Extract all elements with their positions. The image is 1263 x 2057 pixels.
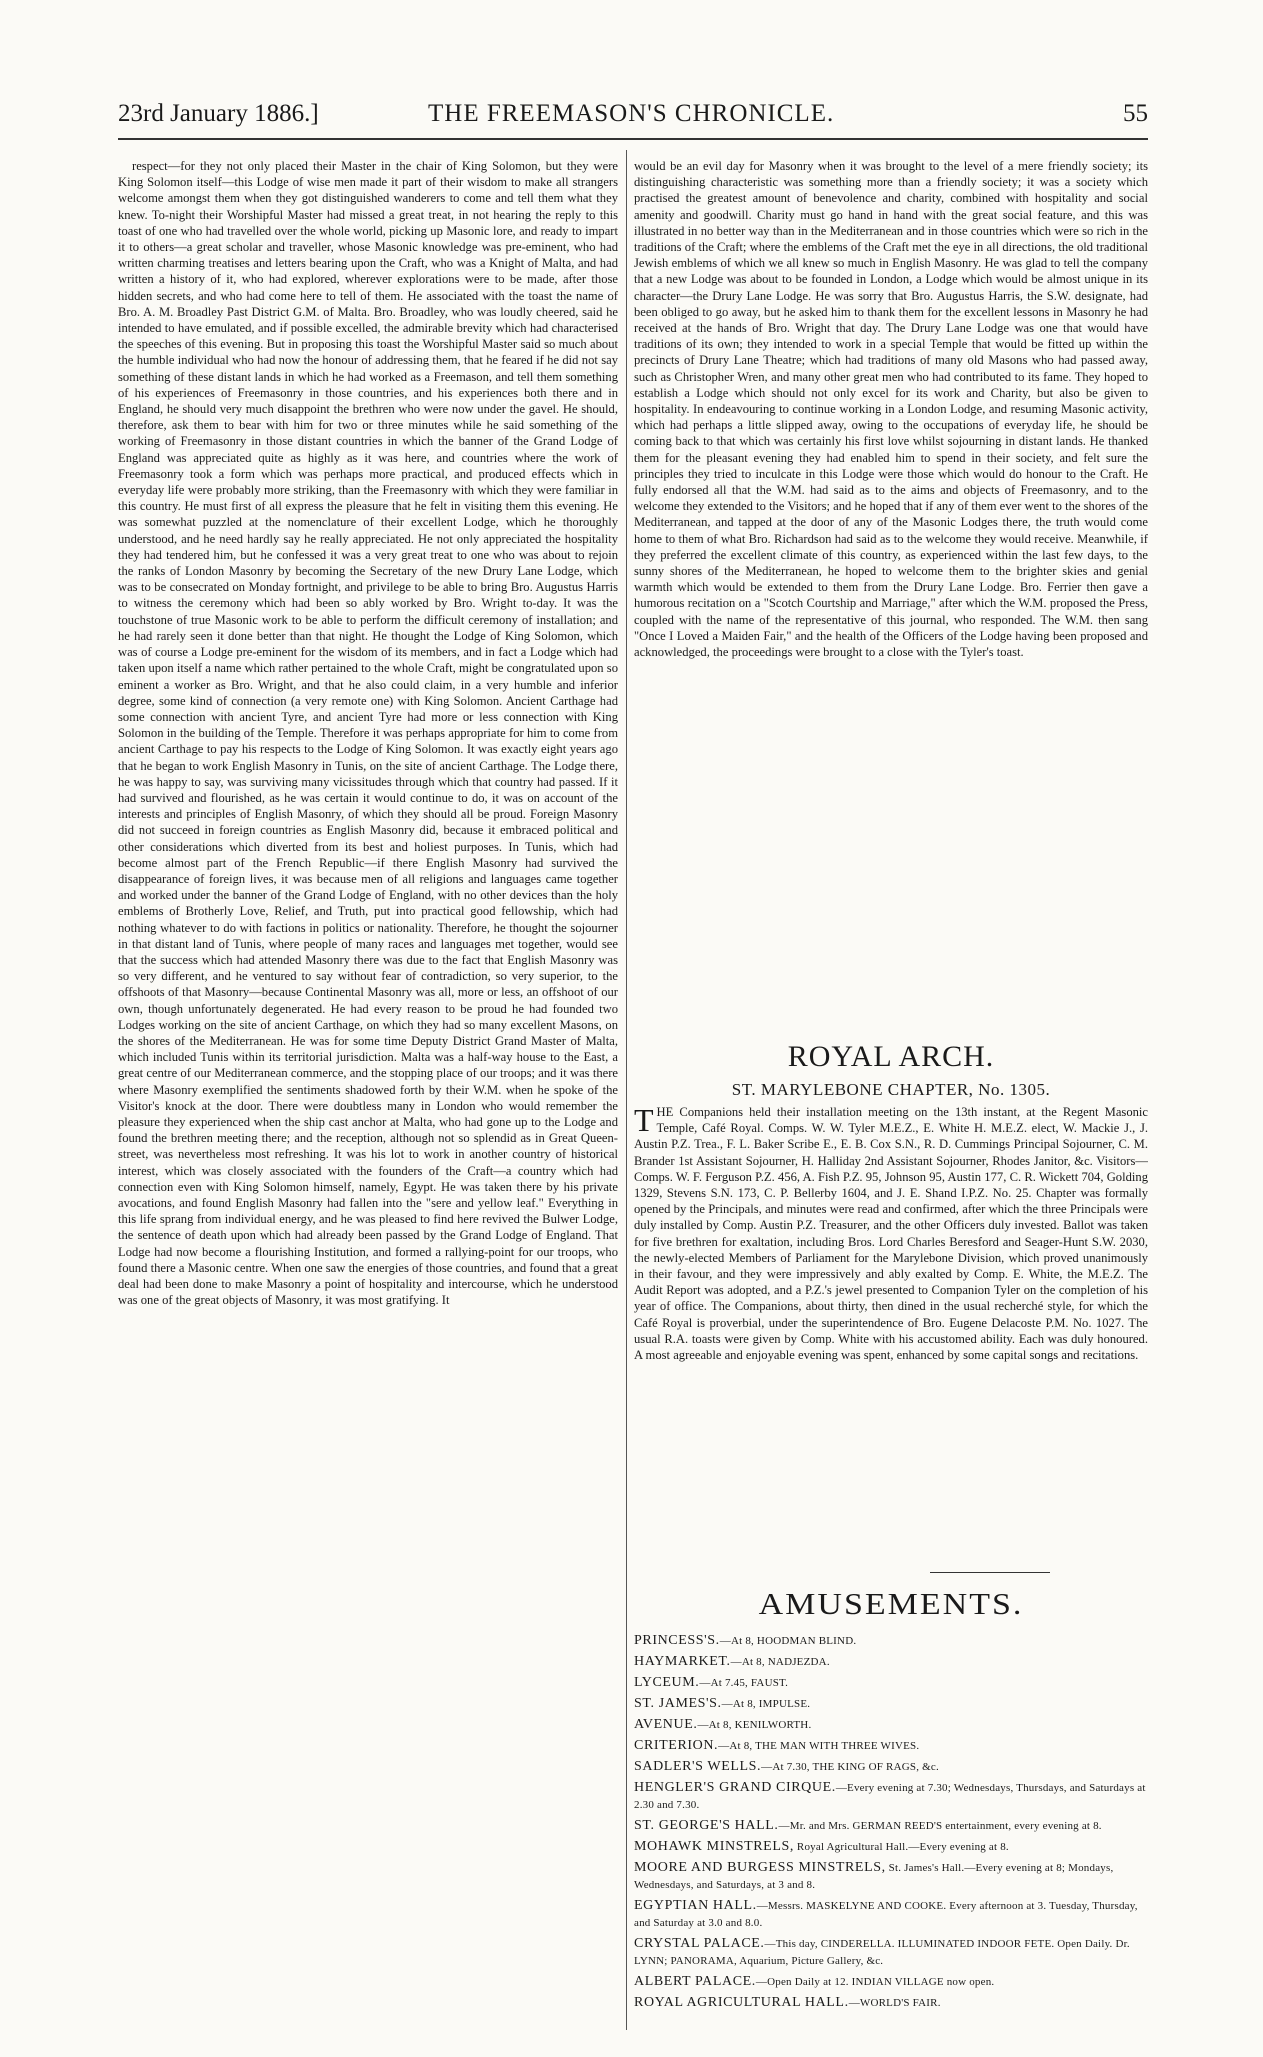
amusement-item: EGYPTIAN HALL.—Messrs. MASKELYNE AND COOKE. Every afternoon at 3. Tuesday, Thursday, and Saturday at 3.0 and 8.0. (634, 1898, 1138, 1929)
amusement-item: MOHAWK MINSTRELS, Royal Agricultural Hall.—Every evening at 8. (634, 1839, 1009, 1854)
amusements-heading: AMUSEMENTS. (758, 1587, 1024, 1622)
royal-arch-body: HE Companions held their installation meeting on the 13th instant, at the Regent Masonic Temple, Café Royal. Comps. W. W. Tyler M.E.Z., E. White H. M.E.Z. elect, W. Mackie J., J. Austin P.Z. Trea., F. L. Baker Scribe E., E. B. Cox S.N., R. D. Cummings Principal Sojourner, C. M. Brander 1st Assistant Sojourner, H. Halliday 2nd Assistant Sojourner, Rhodes Janitor, &c. Visitors—Comps. W. F. Ferguson P.Z. 456, A. Fish P.Z. 95, Johnson 95, Austin 177, C. R. Wickett 704, Golding 1329, Stevens S.N. 173, C. P. Bellerby 1604, and J. E. Shand I.P.Z. No. 25. Chapter was formally opened by the Principals, and minutes were read and confirmed, after which the three Principals were duly installed by Comp. Austin P.Z. Treasurer, and the other Officers duly invested. Ballot was taken for five brethren for exaltation, including Bros. Lord Charles Beresford and Seager-Hunt S.W. 2030, the newly-elected Members of Parliament for the Marylebone Division, which proved unanimously in their favour, and they were impressively and ably exalted by Comp. E. White, the M.E.Z. The Audit Report was adopted, and a P.Z.'s jewel presented to Companion Tyler on the completion of his year of office. The Companions, about thirty, then dined in the usual recherché style, for which the Café Royal is proverbial, under the superintendence of Bro. Eugene Delacoste P.M. No. 1027. The usual R.A. toasts were given by Comp. White with his accustomed ability. Each was duly honoured. A most agreeable and enjoyable evening was spent, enhanced by some capital songs and recitations. (634, 1105, 1148, 1363)
header-rule (118, 138, 1148, 140)
page-number: 55 (1123, 100, 1148, 127)
amusement-item: ST. GEORGE'S HALL.—Mr. and Mrs. GERMAN REED'S entertainment, every evening at 8. (634, 1818, 1102, 1833)
amusement-item: MOORE AND BURGESS MINSTRELS, St. James's Hall.—Every evening at 8; Mondays, Wednesdays, and Saturdays, at 3 and 8. (634, 1860, 1114, 1891)
masthead-title: THE FREEMASON'S CHRONICLE. (428, 100, 835, 127)
royal-arch-heading: ROYAL ARCH. (787, 1040, 995, 1073)
section-divider (930, 1572, 1050, 1573)
column-divider (626, 150, 627, 2030)
drop-cap: T (634, 1104, 654, 1138)
left-column-paragraph: respect—for they not only placed their Master in the chair of King Solomon, but they were King Solomon itself—this Lodge of wise men made it part of their wisdom to make all strangers welcome amongst them when they got distinguished wanderers to come and tell them what they knew. To-night their Worshipful Master had missed a great treat, in not hearing the reply to this toast of one who had travelled over the whole world, picking up Masonic lore, and ready to impart it to others—a great scholar and traveller, whose Masonic knowledge was pre-eminent, who had written charming treatises and letters bearing upon the Craft, who was a Knight of Malta, and had written a history of it, who had explored, wherever explorations were to be made, after those hidden secrets, and who had come here to tell of them. He associated with the toast the name of Bro. A. M. Broadley Past District G.M. of Malta. Bro. Broadley, who was loudly cheered, said he intended to have emulated, and if possible excelled, the admirable brevity which had characterised the speeches of this evening. But in proposing this toast the Worshipful Master said so much about the humble individual who had now the honour of addressing them, that he feared if he did not say something of these distant lands in which he had worked as a Freemason, and tell them something of his experiences of Freemasonry in those countries, and his experiences both there and in England, he should very much disappoint the brethren who were now under the gavel. He should, therefore, ask them to bear with him for two or three minutes while he said something of the working of Freemasonry in those distant countries in which the banner of the Grand Lodge of England was appreciated quite as highly as it was here, and countries where the work of Freemasonry took a form which was perhaps more practical, and produced effects which in everyday life were probably more striking, than the Freemasonry with which they were familiar in this country. He must first of all express the pleasure that he felt in visiting them this evening. He was somewhat puzzled at the nomenclature of their excellent Lodge, which he thoroughly understood, and he need hardly say he really appreciated. He not only appreciated the hospitality they had tendered him, but he confessed it was a very great treat to one who was about to rejoin the ranks of London Masonry by becoming the Secretary of the new Drury Lane Lodge, which was to be consecrated on Monday fortnight, and privilege to be able to bring Bro. Augustus Harris to witness the ceremony which had been so ably worked by Bro. Wright to-day. It was the touchstone of true Masonic work to be able to perform the difficult ceremony of installation; and he had rarely seen it done better than that night. He thought the Lodge of King Solomon, which was of course a Lodge pre-eminent for the wisdom of its members, and in fact a Lodge which had taken upon itself a name which rather pertained to the whole Craft, might be congratulated upon so eminent a worker as Bro. Wright, and that he also could claim, in a very humble and inferior degree, some kind of connection (a very remote one) with King Solomon. Ancient Carthage had some connection with ancient Tyre, and ancient Tyre had more or less connection with King Solomon in the building of the Temple. Therefore it was perhaps appropriate for him to come from ancient Carthage to pay his respects to the Lodge of King Solomon. It was exactly eight years ago that he began to work English Masonry in Tunis, on the site of ancient Carthage. The Lodge there, he was happy to say, was surviving many vicissitudes through which that country had passed. If it had survived and flourished, as he was certain it would continue to do, it was on account of the interests and principles of English Masonry, of which they should all be proud. Foreign Masonry did not succeed in foreign countries as English Masonry did, because it embraced political and other considerations which diverted from its best and holiest purposes. In Tunis, which had become almost part of the French Republic—if there English Masonry had survived the disappearance of foreign lives, it was because men of all religions and languages came together and worked under the banner of the Grand Lodge of England, with no other devices than the holy emblems of Brotherly Love, Relief, and Truth, put into practical good fellowship, which had nothing whatever to do with factions in politics or nationality. Therefore, he thought the sojourner in that distant land of Tunis, where people of many races and languages met together, would see that the success which had attended Masonry there was due to the fact that English Masonry was so very different, and he ventured to say without fear of contradiction, so very superior, to the offshoots of that Masonry—because Continental Masonry was all, more or less, an offshoot of our own, though unfortunately degenerated. He had every reason to be proud he had founded two Lodges working on the site of ancient Carthage, on which they had so many excellent Masons, on the shores of the Mediterranean. He was for some time Deputy District Grand Master of Malta, which included Tunis within its territorial jurisdiction. Malta was a half-way house to the East, a great centre of our Mediterranean commerce, and the stopping place of our troops; and it was there where Masonry exemplified the sentiments shadowed forth by their W.M. when he spoke of the Visitor's knock at the door. There were doubtless many in London who would remember the pleasure they experienced when the ship cast anchor at Malta, who had gone up to the Lodge and found the brethren meeting there; and the reception, although not so splendid as in Great Queen-street, was nevertheless most refreshing. It was his lot to work in another country of historical interest, which was closely associated with the founders of the Craft—a country which had connection even with King Solomon himself, namely, Egypt. He was taken there by his private avocations, and found English Masonry had fallen into the "sere and yellow leaf." Everything in this life sprang from individual energy, and he was pleased to find here revived the Bulwer Lodge, the sentence of death upon which had already been passed by the Grand Lodge of England. That Lodge had now become a flourishing Institution, and formed a rallying-point for our troops, who found there a Masonic centre. When one saw the energies of those countries, and found that a great deal had been done to make Masonry a point of hospitality and intercourse, which he understood was one of the great objects of Masonry, it was most gratifying. It (118, 159, 618, 1308)
issue-date: 23rd January 1886.] (118, 100, 319, 127)
right-column-continuation (634, 158, 1148, 908)
amusements-list (634, 1632, 1148, 2042)
amusement-item: ALBERT PALACE.—Open Daily at 12. INDIAN VILLAGE now open. (634, 1974, 995, 1989)
royal-arch-paragraph (634, 1104, 1148, 1363)
right-column-paragraph: would be an evil day for Masonry when it was brought to the level of a mere friendly society; its distinguishing characteristic was something more than a friendly society; it was a society which practised the greatest amount of benevolence and charity, combined with hospitality and social amenity and goodwill. Charity must go hand in hand with the great social feature, and this was illustrated in no better way than in the Mediterranean and in those countries which were so rich in the traditions of the Craft; where the emblems of the Craft met the eye in all directions, the old traditional Jewish emblems of which we all knew so much in English Masonry. He was glad to tell the company that a new Lodge was about to be founded in London, a Lodge which would be almost unique in its character—the Drury Lane Lodge. He was sorry that Bro. Augustus Harris, the S.W. designate, had been obliged to go away, but he asked him to thank them for the excellent lessons in Masonry he had received at the hands of Bro. Wright that day. The Drury Lane Lodge was one that would have traditions of its own; they intended to work in a special Temple that would be fitted up within the precincts of Drury Lane Theatre; which had traditions of many old Masons who had passed away, such as Christopher Wren, and many other great men who had contributed to its fame. They hoped to establish a Lodge which should not only excel for its work and Charity, but also be given to hospitality. In endeavouring to continue working in a London Lodge, and resuming Masonic activity, which had perhaps a little slipped away, owing to the occupations of everyday life, he should be coming back to that which was certainly his first love whilst sojourning in distant lands. He thanked them for the pleasant evening they had enabled him to spend in their society, and felt sure the principles they tried to inculcate in this Lodge were those which would do honour to the Craft. He fully endorsed all that the W.M. had said as to the aims and objects of Freemasonry, and to the welcome they extended to the Visitors; and he hoped that if any of them ever went to the shores of the Mediterranean, and tapped at the door of any of the Masonic Lodges there, the truth would come home to them of what Bro. Richardson had said as to the welcome they would receive. Meanwhile, if they preferred the excellent climate of this country, as experienced within the last few days, to the sunny shores of the Mediterranean, he hoped to welcome them to the brighter skies and genial warmth which would be extended to them from the Drury Lane Lodge. Bro. Ferrier then gave a humorous recitation on a "Scotch Courtship and Marriage," after which the W.M. proposed the Press, coupled with the name of the representative of this journal, who responded. The W.M. then sang "Once I Loved a Maiden Fair," and the health of the Officers of the Lodge having been proposed and acknowledged, the proceedings were brought to a close with the Tyler's toast. (634, 159, 1148, 660)
amusement-item: CRYSTAL PALACE.—This day, CINDERELLA. ILLUMINATED INDOOR FETE. Open Daily. Dr. LYNN; PANORAMA, Aquarium, Picture Gallery, &c. (634, 1936, 1130, 1967)
amusement-item: LYCEUM.—At 7.45, FAUST. (634, 1675, 789, 1690)
amusement-item: ST. JAMES'S.—At 8, IMPULSE. (634, 1696, 811, 1711)
royal-arch-subheading: ST. MARYLEBONE CHAPTER, No. 1305. (731, 1080, 1051, 1099)
amusement-item: ROYAL AGRICULTURAL HALL.—WORLD'S FAIR. (634, 1995, 941, 2010)
page-header (118, 100, 1148, 136)
amusement-item: AVENUE.—At 8, KENILWORTH. (634, 1717, 812, 1732)
amusement-item: CRITERION.—At 8, THE MAN WITH THREE WIVES. (634, 1738, 920, 1753)
amusement-item: PRINCESS'S.—At 8, HOODMAN BLIND. (634, 1633, 857, 1648)
amusement-item: HENGLER'S GRAND CIRQUE.—Every evening at 7.30; Wednesdays, Thursdays, and Saturdays at 2.30 and 7.30. (634, 1780, 1146, 1811)
amusement-item: HAYMARKET.—At 8, NADJEZDA. (634, 1654, 830, 1669)
amusement-item: SADLER'S WELLS.—At 7.30, THE KING OF RAGS, &c. (634, 1759, 939, 1774)
left-column (118, 158, 618, 2048)
